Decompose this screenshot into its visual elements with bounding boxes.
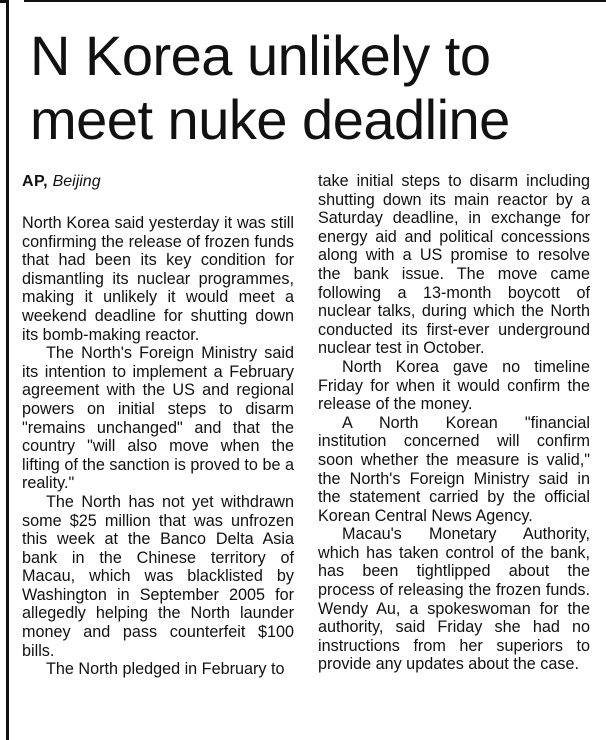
left-border-tick [0, 0, 6, 3]
paragraph: A North Korean "financial institution concerned will confirm soon whether the measure is valid," the North's Foreign Ministry said in the statement carried by the official Korean Central News Agency. [318, 413, 590, 525]
paragraph: North Korea said yesterday it was still confirming the release of frozen funds that had been its key condition for dismantling its nuclear programmes, making it unlikely it would meet a weekend deadline for shutting down its bomb-making reactor. [22, 214, 294, 344]
paragraph: The North pledged in February to [46, 660, 285, 679]
top-border-rule [24, 0, 606, 2]
paragraph: Macau's Monetary Authority, which has taken control of the bank, has been tightlipped about the process of releasing the frozen funds. Wendy Au, a spokeswoman for the authority, said Friday she had no instructions from her superiors to provide any updates about the case. [318, 525, 590, 674]
headline-line-1: N Korea unlikely to [30, 24, 491, 87]
paragraph: The North has not yet withdrawn some $25 million that was unfrozen this week at the Banco Delta Asia bank in the Chinese territory of Macau, which was blacklisted by Washington in September 2005 for allegedly helping the North launder money and pass counterfeit $100 bills. [22, 492, 294, 660]
paragraph: The North's Foreign Ministry said its intention to implement a February agreement with the US and regional powers on initial steps to disarm "remains unchanged" and that the country "will also move when the lifting of the sanction is proved to be a reality." [22, 344, 294, 493]
paragraph-continued: take initial steps to disarm including shutting down its main reactor by a Saturday deadline, in exchange for energy aid and political concessions along with a US promise to resolve the bank issue. The move came following a 13-month boycott of nuclear talks, during which the North conducted its first-ever underground nuclear test in October. [318, 172, 590, 358]
byline-agency: AP, [22, 173, 49, 190]
byline [22, 172, 294, 192]
right-column [318, 172, 590, 674]
headline-line-2: meet nuke deadline [30, 88, 510, 151]
paragraph: North Korea gave no timeline Friday for when it would confirm the release of the money. [318, 357, 590, 414]
left-column [22, 172, 294, 679]
left-border-rule [6, 0, 9, 740]
headline [30, 24, 600, 152]
byline-city: Beijing [52, 173, 101, 190]
